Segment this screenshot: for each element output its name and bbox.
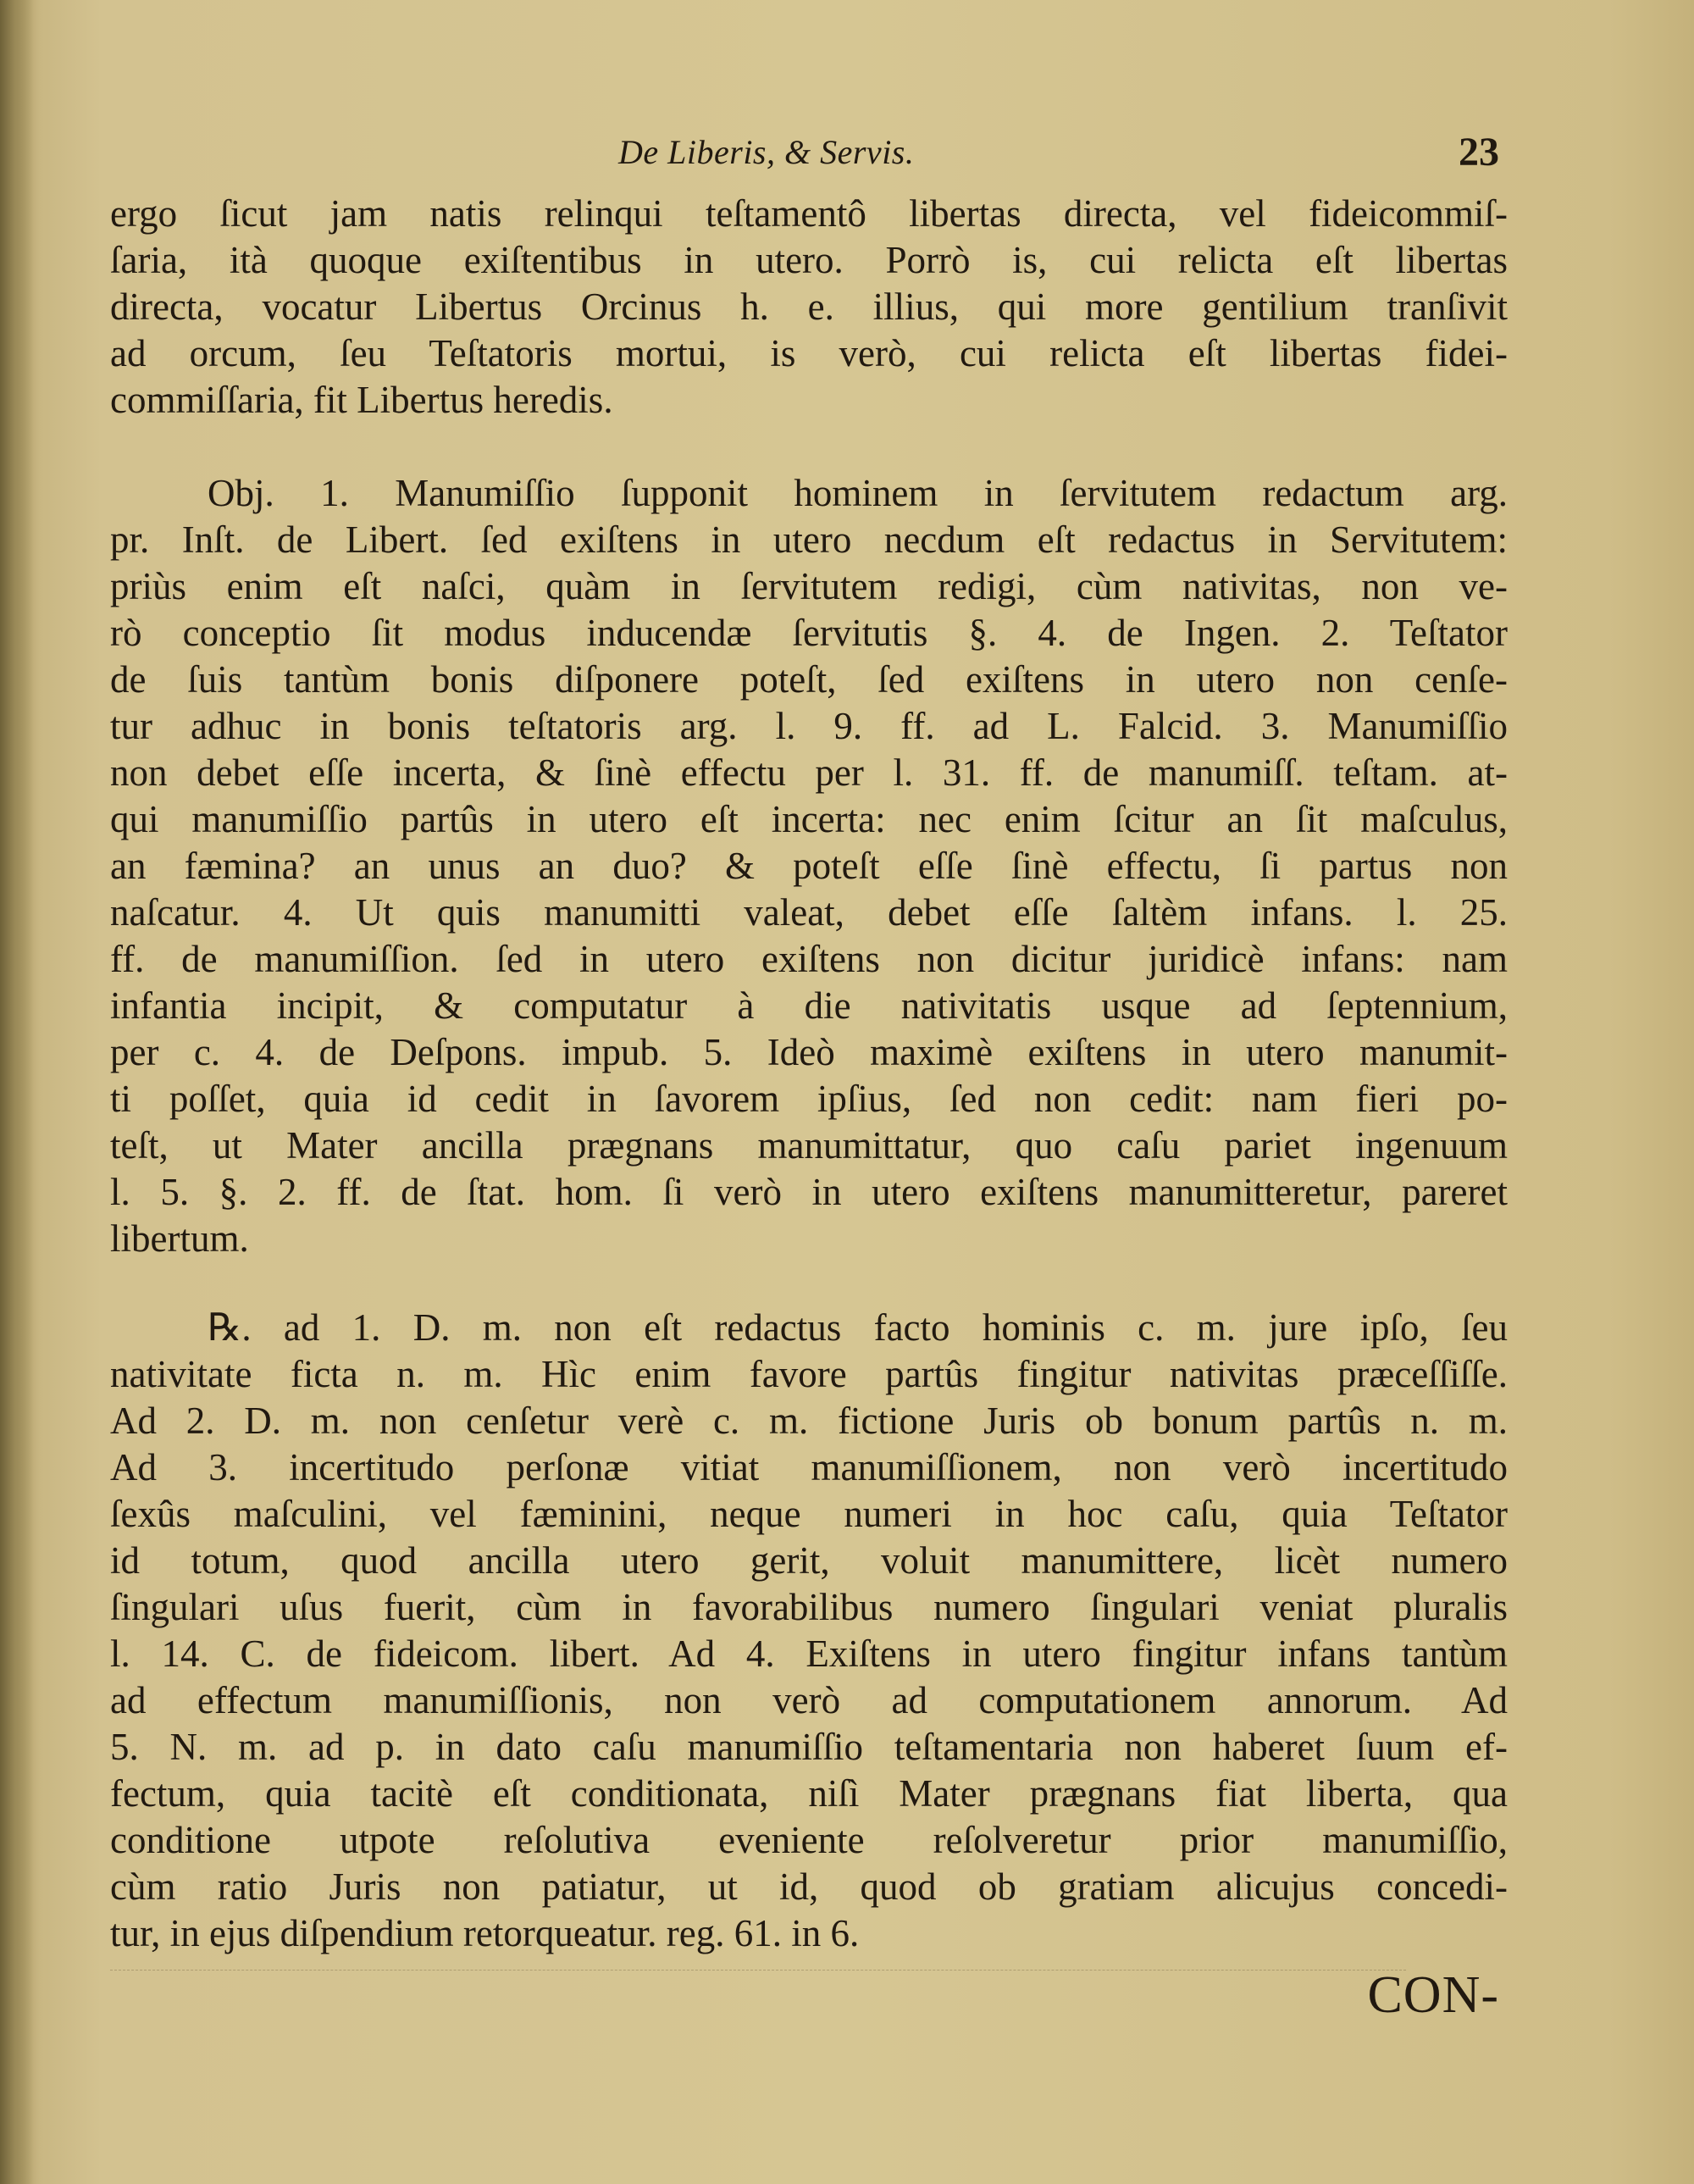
text-line: ſexûs maſculini, vel fæminini, neque numeri in hoc caſu, quia Teſtator xyxy=(110,1493,1508,1535)
text-line: id totum, quod ancilla utero gerit, voluit manumittere, licèt numero xyxy=(110,1539,1508,1582)
text-line: Ad 2. D. m. non cenſetur verè c. m. fictione Juris ob bonum partûs n. m. xyxy=(110,1400,1508,1442)
text-line: de ſuis tantùm bonis diſponere poteſt, ſed exiſtens in utero non cenſe- xyxy=(110,658,1508,701)
paragraph-responses xyxy=(110,1305,1508,1957)
text-line: directa, vocatur Libertus Orcinus h. e. illius, qui more gentilium tranſivit xyxy=(110,285,1508,328)
text-line: ti poſſet, quia id cedit in ſavorem ipſius, ſed non cedit: nam fieri po- xyxy=(110,1078,1508,1120)
text-line: l. 14. C. de fideicom. libert. Ad 4. Exiſtens in utero fingitur infans tantùm xyxy=(110,1632,1508,1675)
text-line: libertum. xyxy=(110,1217,249,1260)
text-line: ergo ſicut jam natis relinqui teſtamentô libertas directa, vel fideicommiſ- xyxy=(110,192,1508,235)
text-line: ad orcum, ſeu Teſtatoris mortui, is verò, cui relicta eſt libertas fidei- xyxy=(110,332,1508,374)
text-line: tur, in ejus diſpendium retorqueatur. reg. 61. in 6. xyxy=(110,1912,860,1954)
text-line: Ad 3. incertitudo perſonæ vitiat manumiſſionem, non verò incertitudo xyxy=(110,1446,1508,1488)
text-line: per c. 4. de Deſpons. impub. 5. Ideò maximè exiſtens in utero manumit- xyxy=(110,1031,1508,1073)
text-line: naſcatur. 4. Ut quis manumitti valeat, debet eſſe ſaltèm infans. l. 25. xyxy=(110,891,1508,934)
text-line: commiſſaria, fit Libertus heredis. xyxy=(110,379,613,421)
text-line: fectum, quia tacitè eſt conditionata, niſì Mater prægnans fiat liberta, qua xyxy=(110,1772,1508,1815)
text-line: conditione utpote reſolutiva eveniente reſolveretur prior manumiſſio, xyxy=(110,1819,1508,1861)
text-line: ℞. ad 1. D. m. non eſt redactus facto hominis c. m. jure ipſo, ſeu xyxy=(208,1306,1508,1349)
text-line: ſingulari uſus fuerit, cùm in favorabilibus numero ſingulari veniat pluralis xyxy=(110,1586,1508,1628)
binding-gutter xyxy=(0,0,34,2184)
text-line: teſt, ut Mater ancilla prægnans manumittatur, quo caſu pariet ingenuum xyxy=(110,1124,1508,1167)
text-line: rò conceptio ſit modus inducendæ ſervitutis §. 4. de Ingen. 2. Teſtator xyxy=(110,612,1508,654)
paragraph-objections xyxy=(110,470,1508,1262)
text-line: ad effectum manumiſſionis, non verò ad computationem annorum. Ad xyxy=(110,1679,1508,1721)
text-line: qui manumiſſio partûs in utero eſt incerta: nec enim ſcitur an ſit maſculus, xyxy=(110,798,1508,840)
paragraph-continuation xyxy=(110,191,1508,424)
text-line: Obj. 1. Manumiſſio ſupponit hominem in ſervitutem redactum arg. xyxy=(208,472,1508,514)
text-line: infantia incipit, & computatur à die nativitatis usque ad ſeptennium, xyxy=(110,984,1508,1027)
text-line: ſaria, ità quoque exiſtentibus in utero. Porrò is, cui relicta eſt libertas xyxy=(110,239,1508,281)
page-number: 23 xyxy=(1459,130,1499,175)
text-line: priùs enim eſt naſci, quàm in ſervitutem redigi, cùm nativitas, non ve- xyxy=(110,565,1508,607)
catchword: CON- xyxy=(1367,1966,1499,2024)
text-line: cùm ratio Juris non patiatur, ut id, quod ob gratiam alicujus concedi- xyxy=(110,1865,1508,1908)
running-title: De Liberis, & Servis. xyxy=(618,133,915,171)
running-head xyxy=(110,127,1499,178)
divider xyxy=(110,1970,1406,1971)
text-line: tur adhuc in bonis teſtatoris arg. l. 9. ff. ad L. Falcid. 3. Manumiſſio xyxy=(110,705,1508,747)
text-line: an fæmina? an unus an duo? & poteſt eſſe ſinè effectu, ſi partus non xyxy=(110,845,1508,887)
text-line: l. 5. §. 2. ff. de ſtat. hom. ſi verò in utero exiſtens manumitteretur, pareret xyxy=(110,1171,1508,1213)
text-line: nativitate ficta n. m. Hìc enim favore partûs fingitur nativitas præceſſiſſe. xyxy=(110,1353,1508,1395)
text-line: 5. N. m. ad p. in dato caſu manumiſſio teſtamentaria non haberet ſuum ef- xyxy=(110,1726,1508,1768)
text-line: non debet eſſe incerta, & ſinè effectu per l. 31. ff. de manumiſſ. teſtam. at- xyxy=(110,751,1508,794)
text-line: pr. Inſt. de Libert. ſed exiſtens in utero necdum eſt redactus in Servitutem: xyxy=(110,518,1508,561)
text-line: ff. de manumiſſion. ſed in utero exiſtens non dicitur juridicè infans: nam xyxy=(110,938,1508,980)
